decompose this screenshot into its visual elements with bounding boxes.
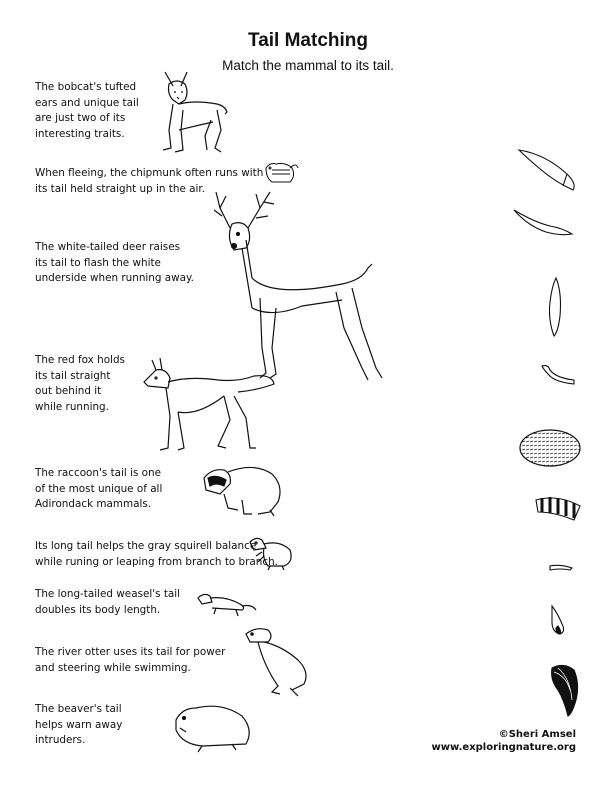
tail-g xyxy=(548,560,574,574)
tail-i xyxy=(546,660,582,718)
credit xyxy=(432,728,576,754)
weasel-drawing xyxy=(196,590,258,618)
otter-drawing xyxy=(242,626,312,698)
tail-c xyxy=(546,276,566,340)
page-title: Tail Matching xyxy=(248,30,368,51)
tail-d xyxy=(540,362,578,386)
tail-b xyxy=(510,206,576,240)
page-subtitle: Match the mammal to its tail. xyxy=(222,58,394,73)
bobcat-drawing xyxy=(155,70,235,160)
chipmunk-description: When fleeing, the chipmunk often runs with its tail held straight up in the air. xyxy=(35,167,264,195)
beaver-drawing xyxy=(172,700,256,752)
tail-e xyxy=(518,428,582,468)
tail-a xyxy=(515,144,581,192)
fox-description: The red fox holds its tail straight out behind it while running. xyxy=(35,354,125,413)
raccoon-description: The raccoon's tail is one of the most unique of all Adirondack mammals. xyxy=(35,467,163,510)
weasel-description: The long-tailed weasel's tail doubles its body length. xyxy=(35,588,181,616)
otter-description: The river otter uses its tail for power and steering while swimming. xyxy=(35,646,226,674)
squirrel-description: Its long tail helps the gray squirell balance while runing or leaping from branch to branch. xyxy=(35,540,278,568)
deer-description: The white-tailed deer raises its tail to flash the white underside when running away. xyxy=(35,241,194,284)
deer-drawing xyxy=(212,188,387,383)
credit-website[interactable]: www.exploringnature.org xyxy=(431,742,576,753)
tail-f xyxy=(534,494,582,522)
beaver-description: The beaver's tail helps warn away intruders. xyxy=(35,703,123,746)
squirrel-drawing xyxy=(246,534,296,570)
tail-h xyxy=(548,604,570,636)
raccoon-drawing xyxy=(198,460,288,520)
bobcat-description: The bobcat's tufted ears and unique tail are just two of its interesting traits. xyxy=(35,81,139,140)
chipmunk-drawing xyxy=(262,158,300,186)
fox-drawing xyxy=(138,356,278,456)
credit-author: ©Sheri Amsel xyxy=(498,729,576,740)
